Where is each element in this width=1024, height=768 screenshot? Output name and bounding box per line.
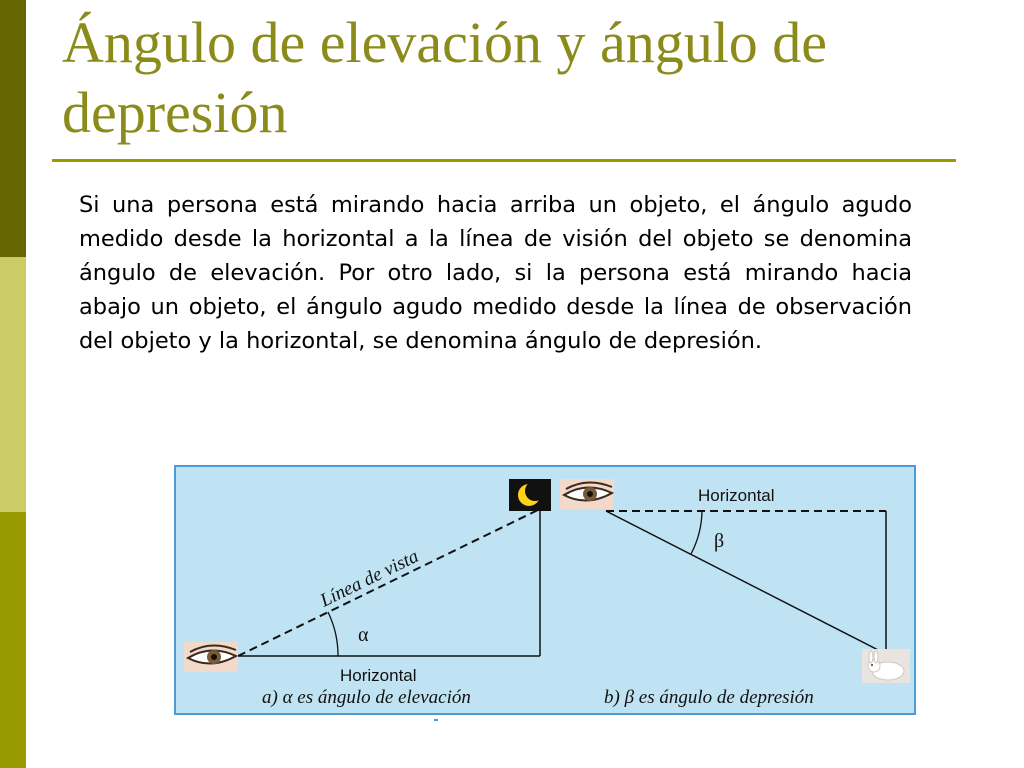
angles-figure — [174, 465, 916, 715]
depression-line-of-sight — [606, 511, 886, 654]
alpha-symbol: α — [358, 624, 369, 646]
elevation-caption: a) α es ángulo de elevación — [262, 687, 471, 708]
definition-paragraph: Si una persona está mirando hacia arriba un objeto, el ángulo agudo medido desde la horizontal a la línea de visión del objeto se denomina ángulo de elevación. Por otro lado, si la persona está mirando hacia abajo un objeto, el ángulo agudo medido desde la línea de observación del objeto y la horizontal, se denomina ángulo de depresión. — [79, 192, 912, 354]
eye-icon — [560, 479, 614, 509]
line-of-sight-label: Línea de vista — [316, 545, 423, 612]
slide-marker — [434, 719, 438, 721]
sidebar-accent — [0, 0, 26, 768]
alpha-arc — [328, 612, 338, 656]
depression-horizontal-label: Horizontal — [698, 486, 775, 505]
slide-title — [62, 8, 962, 148]
rabbit-icon — [862, 649, 910, 683]
title-line-1: Ángulo de elevación y ángulo de — [62, 10, 828, 75]
title-line-2: depresión — [62, 80, 288, 145]
sidebar-segment-bottom — [0, 512, 26, 768]
beta-arc — [691, 511, 702, 554]
elevation-horizontal-label: Horizontal — [340, 666, 417, 685]
line-of-sight — [238, 509, 540, 656]
depression-caption: b) β es ángulo de depresión — [604, 687, 814, 708]
eye-icon — [184, 642, 238, 672]
sidebar-segment-middle — [0, 257, 26, 512]
sidebar-segment-top — [0, 0, 26, 257]
beta-symbol: β — [714, 530, 725, 552]
moon-icon — [509, 479, 551, 511]
angles-diagram — [176, 467, 918, 717]
title-divider — [52, 159, 956, 162]
